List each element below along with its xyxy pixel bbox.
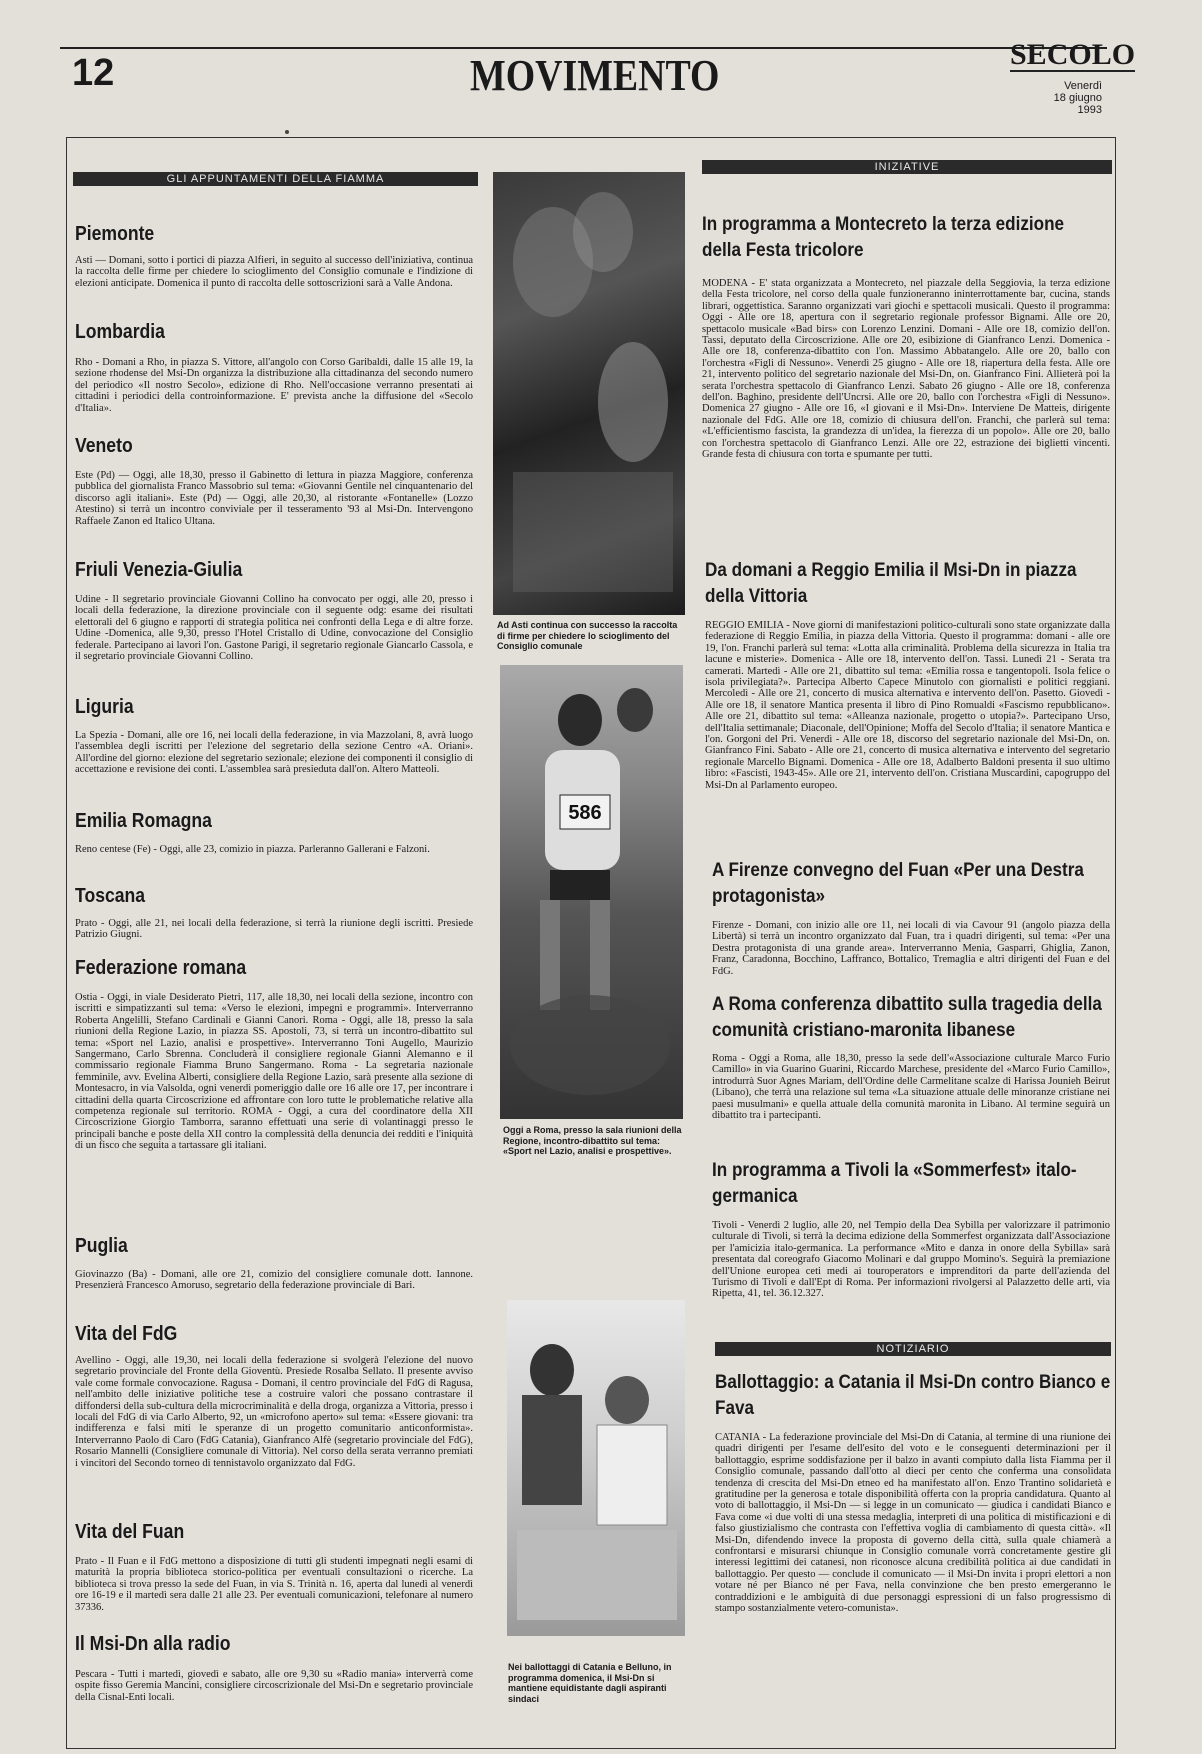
article-headline: A Firenze convegno del Fuan «Per una Destra protagonista» [712,860,1084,907]
region-text: Rho - Domani a Rho, in piazza S. Vittore, all'angolo con Corso Garibaldi, dalle 15 alle 19, la sezione rhodense del Msi-Dn organizza la distribuzione alla cittadinanza del secondo numero del periodico «Il nostro Secolo», edizione di Rho. Nell'occasione verranno presentati ai cittadini i periodici della controinformazione. E' prevista anche la diffusione del «Secolo d'Italia». [75,357,473,414]
region-text: Avellino - Oggi, alle 19,30, nei locali della federazione si svolgerà l'elezione del nuovo segretario provinciale del Fronte della Gioventù. Presiede Rosalba Sellato. Il presente avviso vale come formale convocazione. Ragusa - Domani, il centro provinciale del FdG di Ragusa, nell'ambito delle iniziative politiche tese a costruire valori che possano contrastare il diffondersi della sub-cultura della microcriminalità e della droga, organizza a Vittoria, presso i locali del FdG di via Carlo Alberto, 92, un «microfono aperto» sul tema: «Essere giovani: tra indifferenza e falsi miti le speranze di un progetto comunitario anticonformista». Interverranno Paolo di Caro (FdG Catania), Gianfranco Alfè (segretario provinciale del FdG), Rosario Mannelli (Consigliere comunale di Vittoria). Nel corso della serata verranno premiati i vincitori del Secondo torneo di tennistavolo organizzato dal FdG. [75,1355,473,1469]
photo-caption: Nei ballottaggi di Catania e Belluno, in programma domenica, il Msi-Dn si mantiene equidistante dagli aspiranti sindaci [508,1662,672,1704]
region-text: Ostia - Oggi, in viale Desiderato Pietri, 117, alle 18,30, nei locali della sezione, incontro con iscritti e simpatizzanti sul tema: «Verso le elezioni, impegni e programmi». Interverranno Roberta Angelilli, Stefano Cardinali e Gianni Canori. Roma - Oggi, alle 18, presso la sala riunioni della Regione Lazio, in piazza SS. Apostoli, 73, si terrà un incontro-dibattito sul tema: «Sport nel Lazio, analisi e prospettive». Interverranno Toni Augello, Maurizio Sangermano, Carlo Sbrenna. Concluderà il consigliere regionale Gianni Alemanno e il commissario regionale Fiamma Bruno Sangermano. Roma - La segretaria nazionale femminile, avv. Evelina Alberti, consigliere della Regione Lazio, sarà presente alla sezione di Montesacro, in via Valsolda, ogni venerdì pomeriggio dalle ore 16 alle ore 17, per incontrare i cittadini della quarta Circoscrizione ed affrontare con loro tutte le problematiche relative alla competenza regionale sul territorio. ROMA - Oggi, a cura del coordinatore della XII Circoscrizione Giorgio Tamborra, saranno effettuati una serie di volantinaggi presso le principali banche e poste della XII contro la complessità della denuncia dei redditi e l'iniquità di un fisco che seguita a tartassare gli italiani. [75,992,473,1152]
initiatives-column [700,160,1112,1740]
region-text: Prato - Il Fuan e il FdG mettono a disposizione di tutti gli studenti impegnati negli esami di maturità la propria biblioteca storico-politica per eventuali consultazioni o ricerche. La biblioteca si trova presso la sede del Fuan, in via S. Trinità n. 16, aperta dal lunedì al venerdì ore 16-19 e il martedì sera dalle 21 alle 23. Per eventuali comunicazioni, telefonare al numero 37336. [75,1556,473,1613]
article-headline: In programma a Tivoli la «Sommerfest» italo-germanica [712,1160,1077,1207]
article-text: CATANIA - La federazione provinciale del Msi-Dn di Catania, al termine di una riunione dei quadri dirigenti per l'esame dell'esito del voto e le conseguenti determinazioni per il ballottaggio, esprime soddisfazione per il balzo in avanti compiuto dalla lista Fiamma per il Consiglio comunale, passando dall'otto al dieci per cento che conferma una consolidata tendenza di crescita del Msi-Dn etneo ed ha manifestato all'on. Enzo Trantino solidarietà e gratitudine per la generosa e totale disponibilità offerta con la propria candidatura. Quanto al voto di ballottaggio, il Msi-Dn — si legge in un comunicato — giudica i candidati Bianco e Fava come «i due volti di una stessa medaglia, interpreti di una politica di mistificazioni e di falso giustizialismo che contrasta con l'effettiva voglia di cambiamento di questa città». «Il Msi-Dn, difendendo invece la proposta di governo della città, sulla quale chiamerà a confrontarsi e misurarsi chiunque in Consiglio comunale vorrà concretamente gestire gli interessi legittimi dei catanesi, non riconosce alcuna credibilità politica ai due candidati in ballottaggio. Per questo — conclude il comunicato — il Msi-Dn invita i propri elettori a non votare né per Bianco né per Fava, nella convinzione che ben presto emergeranno le contraddizioni e le ambiguità di due personaggi espressioni di un falso progressismo di stampo sostanzialmente vetero-comunista». [715,1432,1111,1615]
page-number: 12 [72,52,115,94]
region-text: Giovinazzo (Ba) - Domani, alle ore 21, comizio del consigliere comunale dott. Iannone. Presenzierà Francesco Amoruso, segretario della federazione provinciale di Bari. [75,1269,473,1292]
newspaper-logo: SECOLO [1010,38,1136,71]
region-text: Este (Pd) — Oggi, alle 18,30, presso il Gabinetto di lettura in piazza Maggiore, conferenza pubblica del giornalista Franco Massobrio sul tema: «Giovanni Gentile nel cinquantenario del discorso agli italiani». Este (Pd) — Oggi, alle 20,30, al ristorante «Fontanelle» (Lozzo Atestino) si terrà un incontro conviviale per il tesseramento '93 al Msi-Dn. Intervengono Raffaele Zanon ed Italico Ultana. [75,470,473,527]
region-text: Prato - Oggi, alle 21, nei locali della federazione, si terrà la riunione degli iscritti. Presiede Patrizio Giugni. [75,918,473,941]
photo-caption: Oggi a Roma, presso la sala riunioni della Regione, incontro-dibattito sul tema: «Sport nel Lazio, analisi e prospettive». [503,1125,682,1157]
region-heading: Piemonte [75,223,155,245]
region-text: Reno centese (Fe) - Oggi, alle 23, comizio in piazza. Parleranno Gallerani e Falzoni. [75,844,430,855]
speck [285,130,289,134]
issue-full-date: 18 giugno 1993 [1053,92,1102,116]
runner-bib-number: 586 [568,802,602,824]
region-heading: Veneto [75,435,133,457]
region-heading: Emilia Romagna [75,810,212,832]
region-heading: Vita del Fuan [75,1521,185,1543]
region-heading: Friuli Venezia-Giulia [75,559,243,581]
appointments-header-bar: GLI APPUNTAMENTI DELLA FIAMMA [73,172,478,186]
article-text: REGGIO EMILIA - Nove giorni di manifestazioni politico-culturali sono state organizzate dalla federazione di Reggio Emilia, in piazza della Vittoria. Questo il programma: domani - alle ore 19, l'on. Franchi parlerà sul tema: «Lotta alla criminalità. Problema della sicurezza in Italia tra lacune e misterie». Domenica - Alle ore 18, intervento dell'on. Tassi. Lunedì 21 - Serata tra camerati. Martedì - Alle ore 21, dibattito sul tema: «Emilia rossa e tangentopoli. Isola felice o isola privilegiata?». Partecipa Alberto Capece Minutolo con giornalisti e politici reggiani. Mercoledì - Alle ore 21, concerto di musica alternativa e intervento dell'on. Pasetto. Giovedì - Alle ore 18, il senatore Mantica presenta il libro di Pino Romualdi «Fascismo repubblicano». Alle ore 21, dibattito sul tema: «Alleanza nazionale, progetto o utopia?». Partecipano Urso, dell'Italia settimanale; Diaconale, dell'Opinione; Moffa del Secolo d'Italia; il senatore Mantica e l'on. Gorgoni del Pri. Venerdì - Alle ore 18, discorso del segretario nazionale del Msi-Dn, on. Gianfranco Fini. Sabato - Alle ore 21, concerto di musica alternativa e intervento del segretario regionale Marcello Bignami. Domenica - Alle ore 18, Adalberto Baldoni presenta il suo ultimo libro: «Fascisti, 1943-45». Alle ore 21, intervento dell'on. Cristiana Muscardini, capogruppo del Msi-Dn al Parlamento europeo. [705,620,1110,791]
region-heading: Federazione romana [75,957,247,979]
article-text: Firenze - Domani, con inizio alle ore 11, nei locali di via Cavour 91 (angolo piazza della Libertà) si terrà un incontro organizzato dal Fuan, tra i quadri dirigenti, sul tema: «Per una Destra protagonista di una grande area». Interverranno Menia, Gasparri, Ghiglia, Zanon, Franz, Caradonna, Bocchino, Laffranco, Bottalico, Tremaglia e altri dirigenti del Fuan e del FdG. [712,920,1110,977]
appointments-column [73,172,478,1712]
article-headline: Da domani a Reggio Emilia il Msi-Dn in piazza della Vittoria [705,560,1077,607]
photo-runners-art [500,665,683,1119]
article-headline: In programma a Montecreto la terza edizione della Festa tricolore [702,214,1065,261]
region-heading: Liguria [75,696,134,718]
notiziario-header-bar: NOTIZIARIO [715,1342,1111,1356]
article-text: Roma - Oggi a Roma, alle 18,30, presso la sede dell'«Associazione culturale Marco Furio Camillo» in via Guarino Guarini, Riccardo Marchese, presidente del «Marco Furio Camillo», introdurrà Suor Agnes Mariam, dell'Ordine delle Carmelitane scalze di Harissa Jounieh Beirut (Libano), che terrà una relazione sul tema «La situazione attuale delle minoranze cristiane nei paesi musulmani» e quella attuale della comunità maronita in Libano. Al termine seguirà un dibattito tra i partecipanti. [712,1053,1110,1122]
article-text: MODENA - E' stata organizzata a Montecreto, nel piazzale della Seggiovia, la terza edizione della Festa tricolore, nel corso della quale funzioneranno ininterrottamente bar, cucina, stands librari, oggettistica. Saranno organizzati vari giochi e spettacoli musicali. Questo il programma: Oggi - Alle ore 18, apertura con il segretario regionale professor Bignami. Alle ore 20, spettacolo musicale «Bad birs» con Lorenzo Lenzini. Domani - Alle ore 18, comizio dell'on. Tassi, deputato della Circoscrizione. Alle ore 20, esibizione di Gianfranco Lenzi. Domenica - Alle ore 18, conferenza-dibattito con l'on. Massimo Abbatangelo. Alle ore 20, ballo con l'orchestra «Figli di Nessuno». Venerdì 25 giugno - Alle ore 18, riapertura della festa. Alle ore 21, intervento politico del segretario nazionale del Msi-Dn, on. Gianfranco Fini. Allieterà poi la serata l'orchestra spettacolo di Gianfranco Lenzi. Sabato 26 giugno - Alle ore 18, conferenza dell'on. Baghino, presidente dell'Uncrsi. Alle ore 20, ballo con l'orchestra «Figli di Nessuno». Domenica 27 giugno - Alle ore 16, «I giovani e il Msi-Dn». Interviene De Matteis, dirigente nazionale del FdG. Alle ore 18, comizio di chiusura dell'on. Franchi, che parlerà sul tema: «L'efficientismo fascista, la grandezza di un'idea, la fierezza di un popolo». Alle ore 20, ballo con l'orchestra spettacolo di Gianfranco Lenzi. Alle ore 22, estrazione dei biglietti vincenti. Grande festa di chiusura con torta e spumante per tutti. [702,278,1110,461]
region-text: La Spezia - Domani, alle ore 16, nei locali della federazione, in via Mazzolani, 8, avrà luogo l'assemblea degli iscritti per l'elezione del segretario della sezione Centro «A. Oriani». All'ordine del giorno: elezione del segretario sezionale; elezione dei componenti il consiglio di accettazione e revisione dei conti. L'assemblea sarà presieduta dall'on. Altero Matteoli. [75,730,473,776]
region-heading: Il Msi-Dn alla radio [75,1633,231,1655]
region-text: Pescara - Tutti i martedì, giovedì e sabato, alle ore 9,30 su «Radio mania» interverrà come ospite fisso Geremia Mancini, consigliere circoscrizionale del Msi-Dn e segretario provinciale della Cisnal-Enti locali. [75,1669,473,1703]
region-heading: Toscana [75,885,146,907]
region-heading: Puglia [75,1235,128,1257]
photo-caption: Ad Asti continua con successo la raccolta di firme per chiedere lo scioglimento del Consiglio comunale [497,620,678,652]
region-text: Asti — Domani, sotto i portici di piazza Alfieri, in seguito al successo dell'iniziativa, continua la raccolta delle firme per chiedere lo scioglimento del Consiglio comunale e l'indizione di elezioni anticipate. Domenica il punto di raccolta delle sottoscrizioni sarà a Valle Andona. [75,255,473,289]
article-headline: A Roma conferenza dibattito sulla tragedia della comunità cristiano-maronita libanese [712,994,1102,1041]
issue-date [1050,80,1102,116]
section-title: MOVIMENTO [470,51,720,100]
photo-ballot-art [507,1300,685,1636]
article-headline: Ballottaggio: a Catania il Msi-Dn contro Bianco e Fava [715,1372,1111,1419]
photo-signature-collection [493,172,685,615]
photo-runners [500,665,683,1119]
initiatives-header-bar: INIZIATIVE [702,160,1112,174]
region-heading: Vita del FdG [75,1323,178,1345]
photo-ballot [507,1300,685,1636]
article-text: Tivoli - Venerdì 2 luglio, alle 20, nel Tempio della Dea Sybilla per valorizzare il patrimonio culturale di Tivoli, si terrà la decima edizione della Sommerfest organizzata dall'Associazione per l'amicizia italo-germanica. La performance «Mito e danza in onore della Sybilla» sarà presentata dal coreografo Giacomo Molinari e dal gruppo Momino's. Seguirà la premiazione dell'Unione europea ceti medi ai touroperators e imprenditori da parte dell'azienda del Turismo di Tivoli e dall'Ept di Roma. Per informazioni rivolgersi al Palazzetto delle arti, via Ripetta, 41, tel. 36.12.327. [712,1220,1110,1300]
photo-signature-collection-art [493,172,685,615]
header-rule [60,47,1107,49]
region-heading: Lombardia [75,321,165,343]
region-text: Udine - Il segretario provinciale Giovanni Collino ha convocato per oggi, alle 20, presso i locali della federazione, la direzione provinciale con il seguente odg: esame dei risultati elettorali del 6 giugno e rapporti di strategia politica nei confronti della Lega e di altre forze. Udine -Domenica, alle 9,30, presso l'Hotel Cristallo di Udine, convocazione del Consiglio federale. Partecipano ai lavori l'on. Gastone Parigi, il segretario regionale Giancarlo Cassola, e il segretario provinciale Giovanni Collino. [75,594,473,663]
issue-day: Venerdì [1064,80,1102,92]
